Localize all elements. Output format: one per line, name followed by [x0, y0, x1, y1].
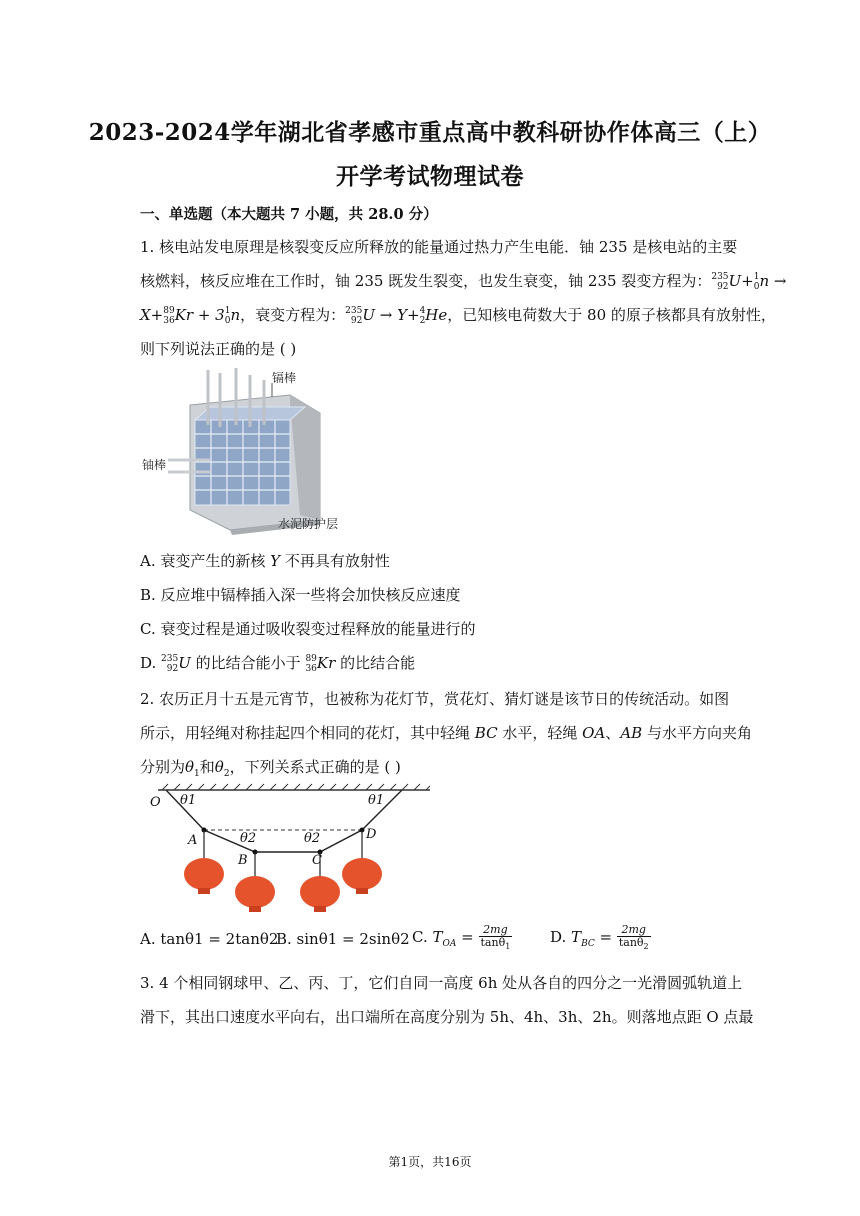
lantern-d [342, 858, 382, 894]
point-d-label: D [366, 827, 377, 842]
point-a-label: A [188, 833, 198, 848]
theta1-left-label: θ1 [180, 793, 197, 808]
q1-option-b[interactable]: B. 反应堆中镉棒插入深一些将会加快核反应速度 [140, 586, 461, 604]
q2-option-c[interactable]: C. $T_{OA}$ = $\frac{2mg}{\tan\theta_1}$ [412, 923, 511, 952]
q1-option-a[interactable]: A. 衰变产生的新核 Y 不再具有放射性 [140, 552, 390, 570]
point-b-label: B [238, 853, 248, 868]
q2-line1: 2. 农历正月十五是元宵节，也被称为花灯节，赏花灯、猜灯谜是该节日的传统活动。如图 [140, 690, 730, 708]
q1-option-d[interactable]: D. 235 92 U 的比结合能小于 89 36 Kr 的比结合能 [140, 653, 416, 674]
q3-line2: 滑下，其出口速度水平向右，出口端所在高度分别为 5h、4h、3h、2h。则落地点距 O 点最 [140, 1008, 754, 1026]
q1-line4: 则下列说法正确的是 ( ) [140, 340, 297, 358]
exam-title-line1: 2023-2024学年湖北省孝感市重点高中教科研协作体高三（上） [88, 119, 772, 146]
lantern-a [184, 858, 224, 894]
point-c-label: C [312, 853, 322, 868]
cadmium-rod-label: 镉棒 [272, 371, 297, 385]
q2-option-d[interactable]: D. $T_{BC}$ = $\frac{2mg}{\tan\theta_2}$ [550, 923, 649, 952]
q1-line3-text-b: ，已知核电荷数大于 80 的原子核都具有放射性， [447, 306, 776, 324]
q2-line2: 所示，用轻绳对称挂起四个相同的花灯，其中轻绳 BC 水平，轻绳 OA、AB 与水平方向夹角 [140, 724, 752, 742]
lantern-b [235, 876, 275, 912]
q1-line1: 1. 核电站发电原理是核裂变反应所释放的能量通过热力产生电能．铀 235 是核电站的主要 [140, 238, 738, 256]
q1-option-c[interactable]: C. 衰变过程是通过吸收裂变过程释放的能量进行的 [140, 620, 476, 638]
decay-equation: 235 92 U → Y+ 4 2 He [345, 305, 448, 326]
fission-equation-rhs: X+ 89 36 Kr + 3 1 0 n [140, 305, 241, 326]
reactor-figure [140, 365, 370, 535]
q1-line3 [140, 304, 776, 326]
theta2-left-label: θ2 [240, 831, 257, 846]
q2-option-a[interactable]: A. tanθ1 = 2tanθ2 [140, 930, 279, 948]
theta2-right-label: θ2 [304, 831, 321, 846]
concrete-shield-label: 水泥防护层 [278, 517, 339, 531]
theta1-right-label: θ1 [368, 793, 385, 808]
q2-line3: 分别为$\theta_1$和$\theta_2$，下列关系式正确的是 ( ) [140, 758, 401, 779]
q1-line2-text: 核燃料，核反应堆在工作时，铀 235 既发生裂变，也发生衰变，铀 235 裂变方程为： [140, 272, 712, 290]
q1-line3-text-a: ，衰变方程为： [240, 306, 346, 324]
uranium-rod-label: 铀棒 [142, 458, 167, 472]
page-footer: 第1页，共16页 [388, 1155, 472, 1169]
point-o-label: O [150, 795, 161, 810]
section-heading: 一、单选题（本大题共 7 小题，共 28.0 分） [140, 206, 438, 223]
q1-line2 [140, 270, 787, 292]
q3-line1: 3. 4 个相同钢球甲、乙、丙、丁，它们自同一高度 6h 处从各自的四分之一光滑圆弧轨道上 [140, 974, 743, 992]
fission-equation-lhs: 235 92 U+ 1 0 n → [711, 271, 787, 292]
lantern-c [300, 876, 340, 912]
exam-title-line2: 开学考试物理试卷 [336, 163, 524, 190]
q2-option-b[interactable]: B. sinθ1 = 2sinθ2 [276, 930, 410, 948]
lantern-figure [140, 782, 435, 917]
